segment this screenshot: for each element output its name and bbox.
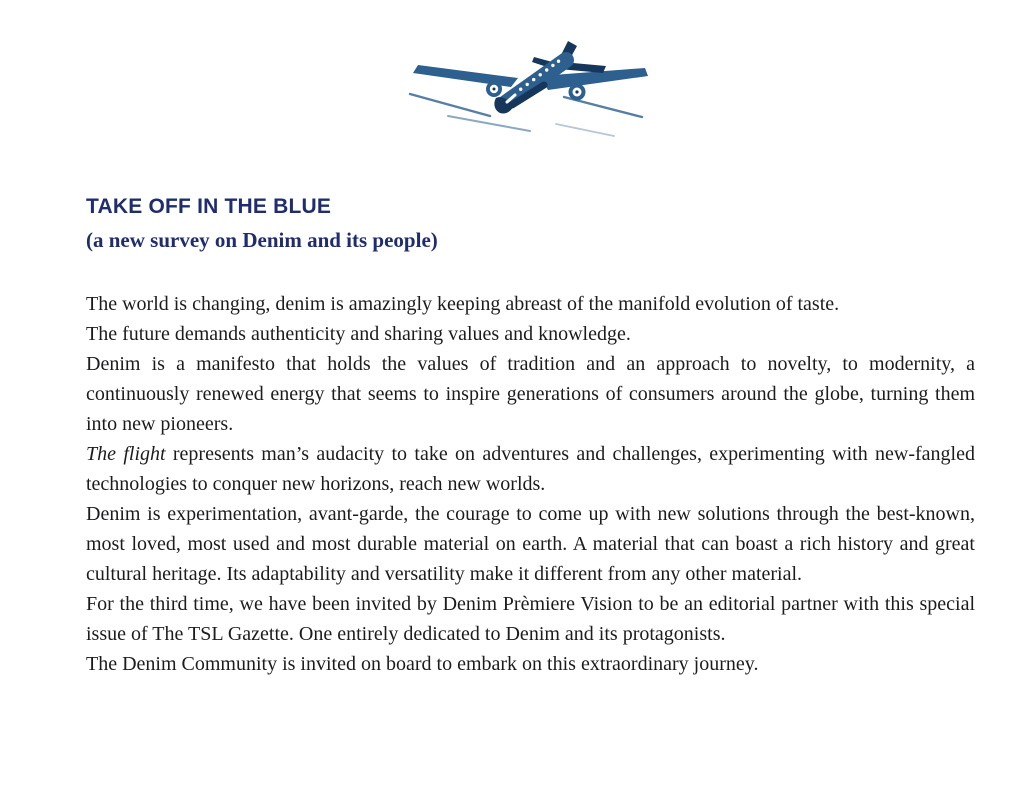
article-subtitle: (a new survey on Denim and its people)	[86, 228, 438, 252]
paragraph: The Denim Community is invited on board to embark on this extraordinary journey.	[86, 653, 759, 675]
logo-container	[0, 0, 1024, 140]
paragraph: The future demands authenticity and sharing values and knowledge.	[86, 323, 631, 345]
airplane-icon	[406, 40, 656, 140]
article-body	[86, 289, 975, 679]
paragraph	[86, 439, 975, 499]
flight-emphasis: The flight	[86, 443, 166, 465]
paragraph: Denim is experimentation, avant-garde, the courage to come up with new solutions through the best-known, most loved, most used and most durable material on earth. A material that can boast a rich history and great cultural heritage. Its adaptability and versatility make it different from any other material.	[86, 503, 975, 585]
article-title: TAKE OFF IN THE BLUE	[86, 195, 332, 218]
paragraph-text: represents man’s audacity to take on adventures and challenges, experimenting with new-fangled technologies to conquer new horizons, reach new worlds.	[86, 443, 975, 495]
article	[86, 196, 975, 679]
paragraph: For the third time, we have been invited by Denim Prèmiere Vision to be an editorial partner with this special issue of The TSL Gazette. One entirely dedicated to Denim and its protagonists.	[86, 593, 975, 645]
paragraph: The world is changing, denim is amazingly keeping abreast of the manifold evolution of taste.	[86, 293, 840, 315]
paragraph: Denim is a manifesto that holds the values of tradition and an approach to novelty, to modernity, a continuously renewed energy that seems to inspire generations of consumers around the globe, turning them into new pioneers.	[86, 353, 975, 435]
